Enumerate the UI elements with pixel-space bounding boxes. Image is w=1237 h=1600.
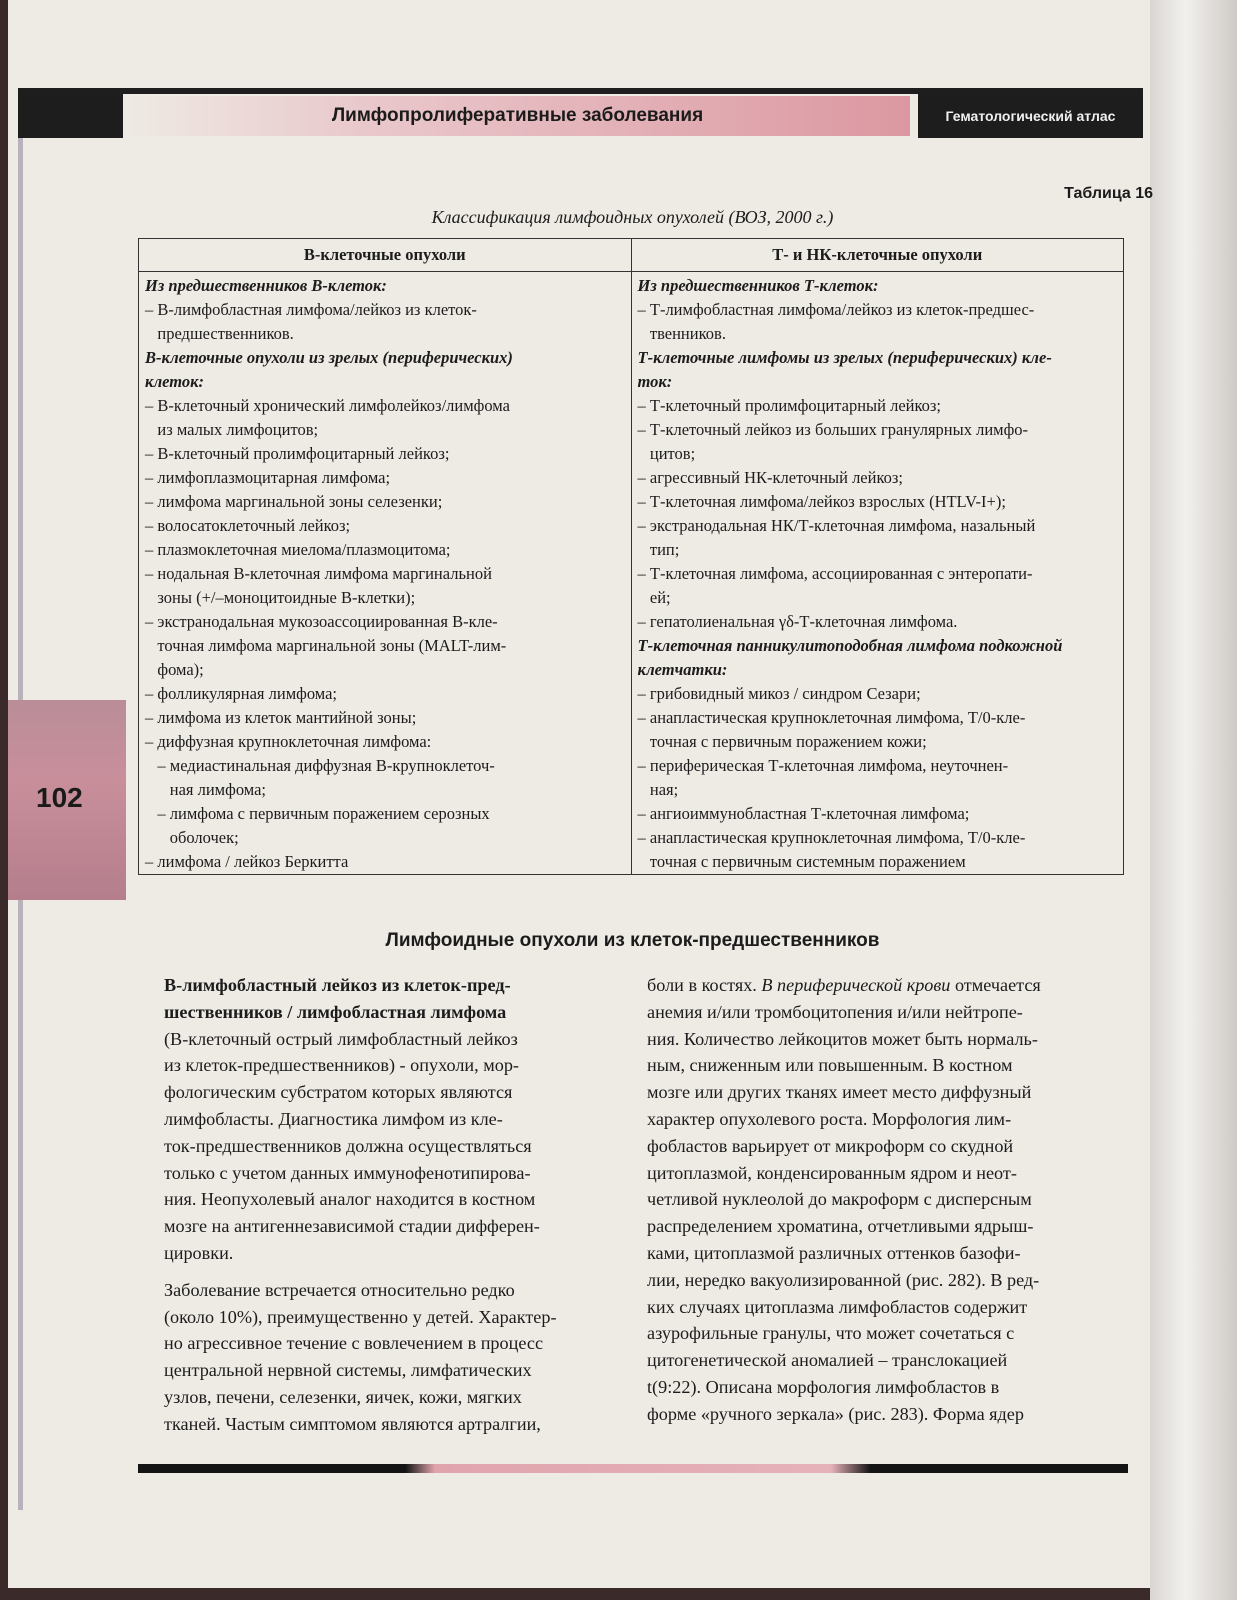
text-run: из клеток-предшественников) - опухоли, мор- <box>164 1055 519 1076</box>
table-list-line: – Т-клеточный лейкоз из больших гранулярных лимфо- <box>637 420 1029 439</box>
table-list-line: – диффузная крупноклеточная лимфома: <box>145 732 432 751</box>
page-number: 102 <box>36 782 83 813</box>
table-list-line: – лимфома из клеток мантийной зоны; <box>145 708 417 727</box>
table-list-line: – В-клеточный пролимфоцитарный лейкоз; <box>145 444 450 463</box>
table-list-line: – фолликулярная лимфома; <box>145 684 338 703</box>
right-column-line <box>647 1052 1041 1079</box>
table-list-line: ная; <box>637 780 679 799</box>
text-run: лии, нередко вакуолизированной (рис. 282). В ред- <box>647 1269 1040 1290</box>
text-run: азурофильные гранулы, что может сочетаться с <box>647 1323 1015 1344</box>
left-column-line <box>164 1079 557 1106</box>
right-column-line <box>647 1240 1041 1267</box>
text-run: В-лимфобластный лейкоз из клеток-пред- <box>164 975 511 995</box>
left-column-line <box>164 1240 557 1267</box>
table-list-line: – медиастинальная диффузная В-крупноклеточ- <box>145 756 495 775</box>
table-list-line: оболочек; <box>145 828 239 847</box>
text-run: ких случаях цитоплазма лимфобластов содержит <box>647 1296 1028 1317</box>
text-run: только с учетом данных иммунофенотипирова- <box>164 1162 531 1183</box>
table-list-line: – В-клеточный хронический лимфолейкоз/лимфома <box>145 396 510 415</box>
table-list-line: – ангиоиммунобластная Т-клеточная лимфома; <box>637 804 970 823</box>
table-list-line: предшественников. <box>145 324 294 343</box>
page-fold-shadow <box>1150 0 1237 1600</box>
right-column-line <box>647 1213 1041 1240</box>
text-run: узлов, печени, селезенки, яичек, кожи, мягких <box>164 1386 522 1407</box>
table-list-line: – В-лимфобластная лимфома/лейкоз из клеток- <box>145 300 477 319</box>
text-run: распределением хроматина, отчетливыми ядрыш- <box>647 1216 1034 1237</box>
left-column-line <box>164 1106 557 1133</box>
table-list-line: – экстранодальная мукозоассоциированная В-кле- <box>145 612 498 631</box>
table-list-line: – лимфома / лейкоз Беркитта <box>145 852 349 871</box>
table-list-line: твенников. <box>637 324 726 343</box>
table-header-b-cell: В-клеточные опухоли <box>139 239 632 272</box>
classification-table <box>138 238 1124 875</box>
table-list-line: – Т-клеточная лимфома, ассоциированная с энтеропати- <box>637 564 1033 583</box>
table-list-line: точная с первичным поражением кожи; <box>637 732 927 751</box>
text-run: мозге или других тканях имеет место диффузный <box>647 1082 1032 1103</box>
table-caption: Классификация лимфоидных опухолей (ВОЗ, 2000 г.) <box>431 207 834 227</box>
text-run: боли в костях. <box>647 975 762 995</box>
table-list-line: – нодальная В-клеточная лимфома маргинальной <box>145 564 492 583</box>
text-run: лимфобласты. Диагностика лимфом из кле- <box>164 1108 503 1129</box>
table-list-line: – плазмоклеточная миелома/плазмоцитома; <box>145 540 451 559</box>
table-list-line: – гепатолиенальная γδ-Т-клеточная лимфома. <box>637 612 958 631</box>
table-list-line: ей; <box>637 588 671 607</box>
left-column-line <box>164 1357 557 1384</box>
text-run: тканей. Частым симптомом являются артралгии, <box>164 1413 541 1434</box>
left-column-line <box>164 1330 557 1357</box>
table-list-line: – Т-лимфобластная лимфома/лейкоз из клеток-предшес- <box>637 300 1035 319</box>
text-run: фологическим субстратом которых являются <box>164 1082 513 1103</box>
left-column-line <box>164 1213 557 1240</box>
table-group-heading: клетчатки: <box>637 660 728 679</box>
table-list-line: – волосатоклеточный лейкоз; <box>145 516 351 535</box>
left-column-line <box>164 999 557 1026</box>
text-run: характер опухолевого роста. Морфология лим- <box>647 1108 1012 1129</box>
table-list-line: тип; <box>637 540 680 559</box>
t-nk-cell-column <box>631 272 1124 875</box>
table-list-line: – анапластическая крупноклеточная лимфома, Т/0-кле- <box>637 708 1026 727</box>
right-column-line <box>647 1347 1041 1374</box>
book-title: Гематологический атлас <box>945 108 1116 124</box>
header-left-block <box>18 94 123 138</box>
table-group-heading: Из предшественников Т-клеток: <box>637 276 879 295</box>
right-column-line <box>647 1320 1041 1347</box>
left-column-line <box>164 1304 557 1331</box>
table-list-line: точная лимфома маргинальной зоны (MALT-лим- <box>145 636 507 655</box>
table-list-line: – Т-клеточная лимфома/лейкоз взрослых (HTLV-I+); <box>637 492 1006 511</box>
table-list-line: зоны (+/–моноцитоидные В-клетки); <box>145 588 416 607</box>
text-run: но агрессивное течение с вовлечением в процесс <box>164 1333 544 1354</box>
left-column-line <box>164 1186 557 1213</box>
right-column-line <box>647 1160 1041 1187</box>
text-run: фобластов варьирует от микроформ со скудной <box>647 1135 1014 1156</box>
left-column-line <box>164 1133 557 1160</box>
table-list-line: – лимфома маргинальной зоны селезенки; <box>145 492 443 511</box>
table-list-line: точная с первичным системным поражением <box>637 852 966 871</box>
text-run: ния. Количество лейкоцитов может быть нормаль- <box>647 1028 1038 1049</box>
right-column-line <box>647 1106 1041 1133</box>
text-run: (около 10%), преимущественно у детей. Характер- <box>164 1306 557 1327</box>
left-column-line <box>164 972 557 999</box>
right-column-line <box>647 1294 1041 1321</box>
table-list-line: из малых лимфоцитов; <box>145 420 319 439</box>
text-run: В периферической крови <box>761 975 951 995</box>
text-run: отмечается <box>950 975 1041 995</box>
right-column-line <box>647 1079 1041 1106</box>
right-column-line <box>647 1133 1041 1160</box>
text-run: Заболевание встречается относительно редко <box>164 1279 515 1300</box>
text-run: ным, сниженным или повышенным. В костном <box>647 1055 1013 1076</box>
text-run: ния. Неопухолевый аналог находится в костном <box>164 1189 536 1210</box>
body-text-right-column <box>647 972 1041 1428</box>
table-header-t-nk-cell: Т- и НК-клеточные опухоли <box>631 239 1124 272</box>
left-column-line <box>164 1052 557 1079</box>
table-list-line: – лимфома с первичным поражением серозных <box>145 804 490 823</box>
text-run: ток-предшественников должна осуществляться <box>164 1135 532 1156</box>
text-run: центральной нервной системы, лимфатических <box>164 1360 532 1381</box>
text-run: t(9:22). Описана морфология лимфобластов в <box>647 1376 1000 1397</box>
right-column-line <box>647 1186 1041 1213</box>
left-column-line <box>164 1277 557 1304</box>
table-number: Таблица 16 <box>1064 185 1153 202</box>
table-list-line: ная лимфома; <box>145 780 266 799</box>
table-list-line: – экстранодальная НК/Т-клеточная лимфома, назальный <box>637 516 1036 535</box>
table-group-heading: ток: <box>637 372 673 391</box>
left-column-line <box>164 1384 557 1411</box>
body-text-left-column <box>164 972 557 1438</box>
left-column-line <box>164 1267 557 1277</box>
table-list-line: – периферическая Т-клеточная лимфома, неуточнен- <box>637 756 1009 775</box>
table-list-line: – лимфоплазмоцитарная лимфома; <box>145 468 391 487</box>
text-run: шественников / лимфобластная лимфома <box>164 1001 507 1022</box>
footer-rule <box>138 1464 1128 1473</box>
table-list-line: – грибовидный микоз / синдром Сезари; <box>637 684 921 703</box>
b-cell-column <box>139 272 632 875</box>
right-column-line <box>647 1267 1041 1294</box>
text-run: цировки. <box>164 1242 234 1263</box>
right-column-line <box>647 1026 1041 1053</box>
text-run: (В-клеточный острый лимфобластный лейкоз <box>164 1028 518 1049</box>
section-title: Лимфоидные опухоли из клеток-предшественников <box>385 930 880 951</box>
table-group-heading: В-клеточные опухоли из зрелых (периферических) <box>145 348 513 367</box>
table-list-line: цитов; <box>637 444 696 463</box>
text-run: цитоплазмой, конденсированным ядром и неот- <box>647 1162 1017 1183</box>
table-group-heading: клеток: <box>145 372 204 391</box>
text-run: мозге на антигеннезависимой стадии дифферен- <box>164 1216 540 1237</box>
chapter-title: Лимфопролиферативные заболевания <box>331 105 704 126</box>
right-column-line <box>647 1374 1041 1401</box>
text-run: ками, цитоплазмой различных оттенков базофи- <box>647 1242 1021 1263</box>
table-group-heading: Т-клеточная панникулитоподобная лимфома подкожной <box>637 636 1063 655</box>
text-run: четливой нуклеолой до макроформ с дисперсным <box>647 1189 1032 1210</box>
table-list-line: – Т-клеточный пролимфоцитарный лейкоз; <box>637 396 942 415</box>
table-group-heading: Из предшественников В-клеток: <box>145 276 387 295</box>
table-list-line: – агрессивный НК-клеточный лейкоз; <box>637 468 903 487</box>
right-column-line <box>647 972 1041 999</box>
right-column-line <box>647 999 1041 1026</box>
table-list-line: фома); <box>145 660 204 679</box>
right-column-line <box>647 1401 1041 1428</box>
left-column-line <box>164 1026 557 1053</box>
left-column-line <box>164 1411 557 1438</box>
text-run: анемия и/или тромбоцитопения и/или нейтропе- <box>647 1001 1023 1022</box>
text-run: цитогенетической аномалией – транслокацией <box>647 1350 1008 1371</box>
left-column-line <box>164 1160 557 1187</box>
table-group-heading: Т-клеточные лимфомы из зрелых (периферических) кле- <box>637 348 1052 367</box>
text-run: форме «ручного зеркала» (рис. 283). Форма ядер <box>647 1403 1024 1424</box>
table-list-line: – анапластическая крупноклеточная лимфома, Т/0-кле- <box>637 828 1026 847</box>
